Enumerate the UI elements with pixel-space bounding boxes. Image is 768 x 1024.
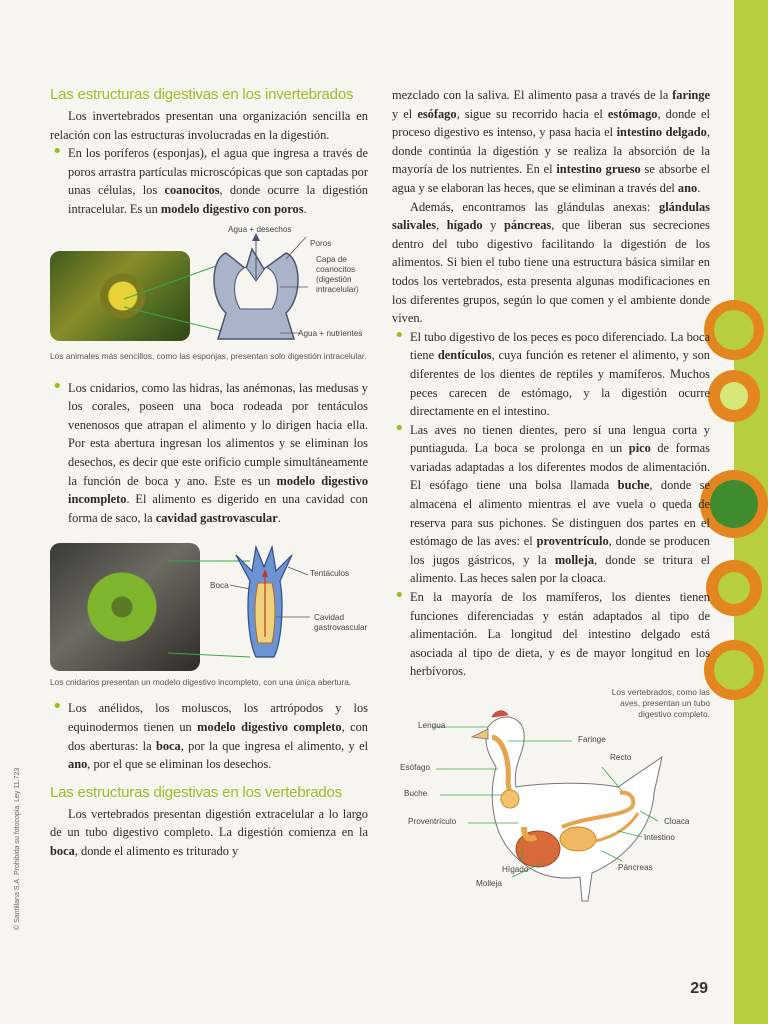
decorative-circle xyxy=(720,382,748,410)
page-number: 29 xyxy=(690,980,708,997)
figure-caption-cnidario: Los cnidarios presentan un modelo digestivo incompleto, con una única abertura. xyxy=(50,677,352,688)
cnidario-diagram xyxy=(50,533,368,673)
label-capa-coanocitos: Capa de coanocitos (digestión intracelular) xyxy=(316,254,359,294)
label-recto: Recto xyxy=(610,753,632,762)
label-agua-desechos: Agua + desechos xyxy=(228,224,292,234)
left-column xyxy=(50,86,368,860)
digestion-paragraph: mezclado con la saliva. El alimento pasa a través de la faringe y el esófago, sigue su recorrido hacia el estómago, donde el proceso digestivo es intenso, y pasa hacia el intestino delgado, donde continúa la digestión y se realiza la absorción de la mayoría de los nutrientes. En el intestino grueso se absorbe el agua y se elaboran las heces, que se eliminan a través del ano. xyxy=(392,88,710,195)
bullet-list xyxy=(50,144,368,218)
label-buche: Buche xyxy=(404,789,428,798)
label-molleja: Molleja xyxy=(476,879,502,888)
label-proventriculo: Proventrículo xyxy=(408,817,457,826)
page-content xyxy=(50,86,710,986)
decorative-circle xyxy=(718,572,750,604)
decorative-circle xyxy=(714,650,754,690)
bullet-mamiferos: • En la mayoría de los mamíferos, los dientes tienen funciones diferenciadas y están adaptados al tipo de alimentación. La longitud del intestino delgado está asociada al tipo de dieta, y es de mayor longitud en los herbívoros. xyxy=(392,588,710,681)
intro-paragraph: Los invertebrados presentan una organización sencilla en relación con las estructuras involucradas en la digestión. xyxy=(50,109,368,142)
section-title-vertebrados: Las estructuras digestivas en los vertebrados xyxy=(50,783,342,801)
bullet-poriferos: • En los poríferos (esponjas), el agua que ingresa a través de poros arrastra partículas microscópicas que son captadas por unas células, los coanocitos, donde ocurre la digestión intracelular. Es un modelo digestivo con poros. xyxy=(50,144,368,218)
figure-ave xyxy=(392,687,710,917)
label-esofago: Esófago xyxy=(400,763,431,772)
figure-caption-esponja: Los animales más sencillos, como las esponjas, presentan solo digestión intracelular. xyxy=(50,350,367,361)
section-title-invertebrados: Las estructuras digestivas en los invertebrados xyxy=(50,86,354,103)
bullet-list xyxy=(50,379,368,528)
label-pancreas: Páncreas xyxy=(618,863,653,872)
label-faringe: Faringe xyxy=(578,735,606,744)
bullet-anelidos: • Los anélidos, los moluscos, los artrópodos y los equinodermos tienen un modelo digestivo completo, con dos aberturas: la boca, por la que ingresa el alimento, y el ano, por el que se eliminan los desechos. xyxy=(50,699,368,773)
bullet-peces: • El tubo digestivo de los peces es poco diferenciado. La boca tiene dentículos, cuya función es retener el alimento, y son diferentes de los dientes de reptiles y mamíferos. Muchos peces carecen de estómago, y la digestión ocurre directamente en el intestino. xyxy=(392,328,710,421)
vertebrados-paragraph: Los vertebrados presentan digestión extracelular a lo largo de un tubo digestivo completo. La digestión comienza en la boca, donde el alimento es triturado y xyxy=(50,806,368,858)
figure-caption-ave: Los vertebrados, como las aves, presentan un tubo digestivo completo. xyxy=(611,687,710,719)
label-tentaculos: Tentáculos xyxy=(310,569,350,579)
bullet-list xyxy=(392,328,710,681)
glandulas-paragraph: Además, encontramos las glándulas anexas: glándulas salivales, hígado y páncreas, que liberan sus secreciones dentro del tubo digestivo facilitando la digestión de los alimentos. Si bien el tubo tiene una estructura básica similar en todos los vertebrados, esta presenta algunas modificaciones en los diferentes grupos, según lo que comen y el ambiente donde viven. xyxy=(392,199,710,326)
label-cavidad-gastrovascular: Cavidad gastrovascular xyxy=(314,613,368,633)
label-cloaca: Cloaca xyxy=(664,817,690,826)
label-lengua: Lengua xyxy=(418,721,446,730)
copyright-notice: © Santillana S.A. Prohibida su fotocopia. Ley 11.723 xyxy=(14,767,21,930)
decorative-circle xyxy=(710,480,758,528)
right-color-strip xyxy=(734,0,768,1024)
label-agua-nutrientes: Agua + nutrientes xyxy=(298,328,363,338)
label-intestino: Intestino xyxy=(644,833,675,842)
label-higado: Hígado xyxy=(502,865,529,874)
bullet-cnidarios: • Los cnidarios, como las hidras, las anémonas, las medusas y los corales, poseen una boca rodeada por tentáculos venenosos que atrapan el alimento y lo dirigen hacia ella. Por esta abertura ingresan los alimentos y se eliminan los desechos, es decir que este orificio cumple simultáneamente la función de boca y ano. Este es un modelo digestivo incompleto. El alimento es digerido en una cavidad con forma de saco, la cavidad gastrovascular. xyxy=(50,379,368,528)
figure-esponja xyxy=(50,225,368,375)
figure-cnidario xyxy=(50,533,368,691)
label-boca: Boca xyxy=(210,581,229,591)
label-poros: Poros xyxy=(310,238,332,248)
right-column xyxy=(392,86,710,917)
bullet-aves: • Las aves no tienen dientes, pero sí una lengua corta y puntiaguda. La boca se prolonga en un pico de formas variadas adaptadas a los diferentes modos de alimentación. El esófago tiene una bolsa llamada buche, donde se almacena el alimento mientras el ave vuela o queda de reserva para sus pichones. Se distinguen dos partes en el estómago de las aves: el proventrículo, donde se producen los jugos gástricos, y la molleja, donde se tritura el alimento. Las heces salen por la cloaca. xyxy=(392,421,710,588)
bullet-list xyxy=(50,699,368,773)
decorative-circle xyxy=(714,310,754,350)
